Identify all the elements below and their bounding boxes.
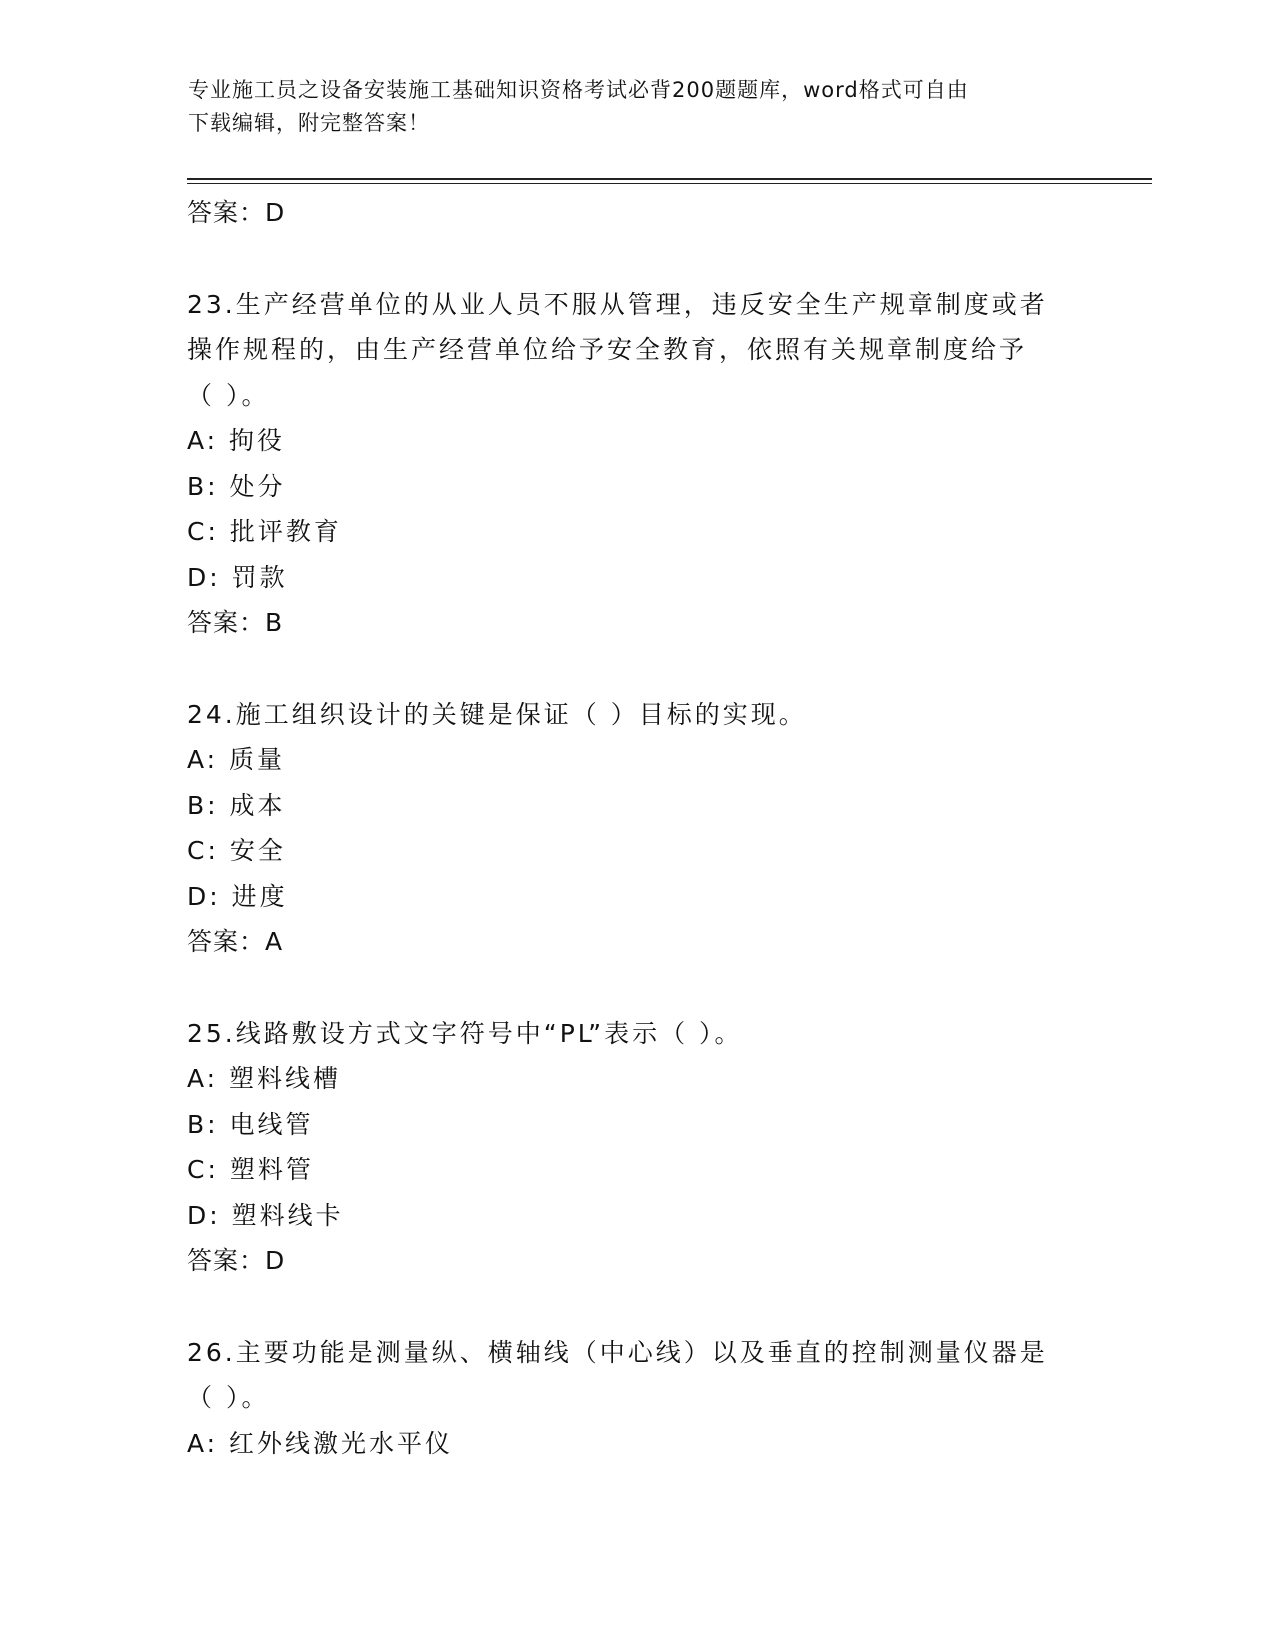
- answer-line: 答案：D: [187, 198, 286, 227]
- answer-line: 答案：D: [187, 1246, 286, 1275]
- header-line-2: 下载编辑，附完整答案！: [188, 111, 430, 135]
- option-d: D: 进度: [187, 881, 288, 911]
- question-24: [187, 692, 1087, 965]
- option-a: A: 拘役: [187, 426, 286, 455]
- option-a: A: 塑料线槽: [187, 1064, 342, 1093]
- option-c: C: 批评教育: [187, 517, 342, 546]
- question-25: [187, 1011, 1087, 1284]
- answer-line: 答案：B: [187, 608, 284, 637]
- question-stem-line: 26.主要功能是测量纵、横轴线（中心线）以及垂直的控制测量仪器是: [187, 1337, 1048, 1367]
- option-a: A: 质量: [187, 745, 286, 774]
- option-b: B: 电线管: [187, 1109, 314, 1139]
- option-b: B: 处分: [187, 471, 286, 501]
- question-stem-line: （ ）。: [187, 1383, 270, 1412]
- question-list: [187, 190, 1087, 1466]
- question-stem-line: （ ）。: [187, 380, 270, 410]
- spacer: [187, 236, 1087, 282]
- option-a: A: 红外线激光水平仪: [187, 1428, 454, 1458]
- spacer: [187, 965, 1087, 1011]
- header-divider-thin: [187, 183, 1152, 184]
- question-stem-line: 操作规程的，由生产经营单位给予安全教育，依照有关规章制度给予: [187, 335, 1028, 364]
- option-c: C: 安全: [187, 836, 286, 865]
- answer-line: 答案：A: [187, 927, 284, 956]
- question-stem-line: 23.生产经营单位的从业人员不服从管理，违反安全生产规章制度或者: [187, 289, 1048, 319]
- question-stem-line: 25.线路敷设方式文字符号中“PL”表示（ ）。: [187, 1018, 743, 1048]
- option-c: C: 塑料管: [187, 1155, 314, 1184]
- question-26: [187, 1330, 1087, 1467]
- option-b: B: 成本: [187, 790, 286, 820]
- header-divider-thick: [187, 178, 1152, 180]
- header-line-1: 专业施工员之设备安装施工基础知识资格考试必背200题题库，word格式可自由: [188, 78, 969, 102]
- document-header: [188, 74, 1068, 140]
- option-d: D: 塑料线卡: [187, 1200, 344, 1230]
- question-23: [187, 282, 1087, 646]
- spacer: [187, 646, 1087, 692]
- option-d: D: 罚款: [187, 562, 288, 592]
- spacer: [187, 1284, 1087, 1330]
- question-stem-line: 24.施工组织设计的关键是保证（ ）目标的实现。: [187, 699, 807, 729]
